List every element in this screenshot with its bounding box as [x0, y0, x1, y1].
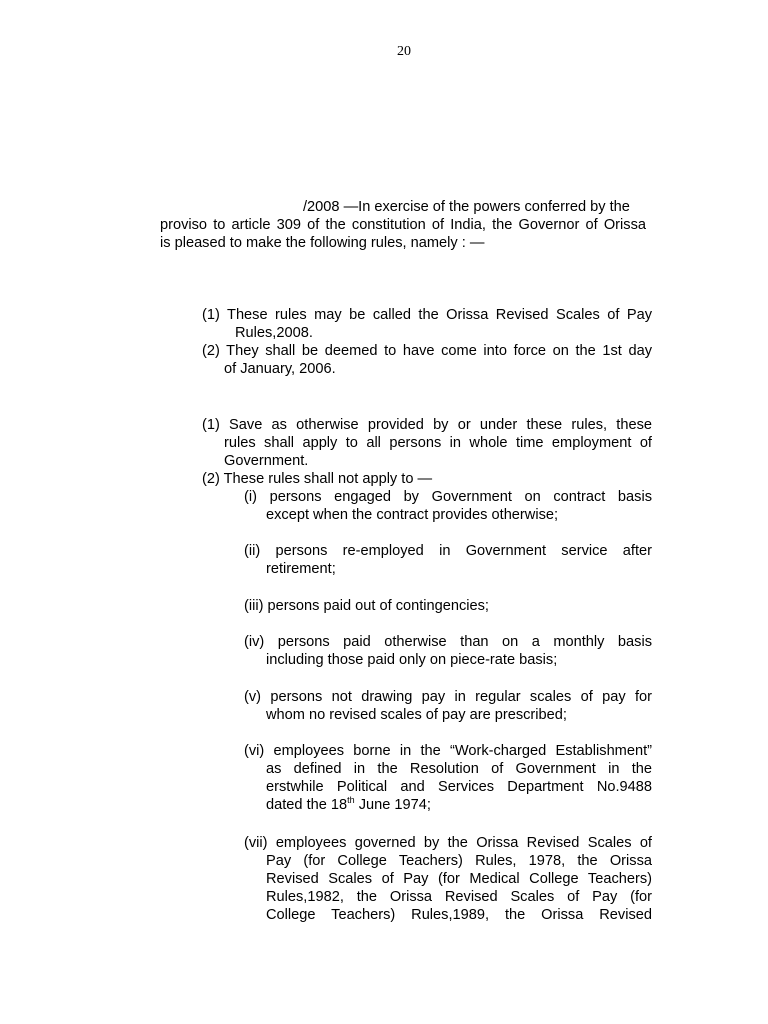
clause-line: Revised Scales of Pay (for Medical College Teachers): [266, 871, 652, 887]
rule-1-item-2: (2) They shall be deemed to have come into force on the 1st day: [202, 343, 652, 359]
clause-vi: [244, 742, 652, 814]
clause-line: erstwhile Political and Services Department No.9488: [266, 779, 652, 795]
clause-line: Pay (for College Teachers) Rules, 1978, the Orissa: [266, 853, 652, 869]
preamble-line: is pleased to make the following rules, namely : —: [160, 235, 485, 251]
clause-vii: [244, 834, 652, 924]
clause-line: Rules,1982, the Orissa Revised Scales of Pay (for: [266, 889, 652, 905]
clause-line: (vi) employees borne in the “Work-charged Establishment”: [244, 743, 652, 759]
clause-line: (i) persons engaged by Government on contract basis: [244, 489, 652, 505]
rule-2-item-2: (2) These rules shall not apply to —: [202, 471, 433, 487]
clause-i: [244, 488, 652, 524]
clause-ii: [244, 542, 652, 578]
clause-line: (vii) employees governed by the Orissa Revised Scales of: [244, 835, 652, 851]
clause-line: (iii) persons paid out of contingencies;: [244, 598, 489, 614]
rule-1-block: [202, 306, 652, 378]
page-number: 20: [397, 44, 411, 59]
clause-iv: [244, 633, 652, 669]
clause-v: [244, 688, 652, 724]
preamble-line: /2008 —In exercise of the powers conferred by the: [303, 199, 630, 215]
preamble-line: proviso to article 309 of the constitution of India, the Governor of Orissa: [160, 217, 646, 233]
clause-line: College Teachers) Rules,1989, the Orissa Revised: [266, 907, 652, 923]
rule-2-block: [202, 416, 652, 488]
clause-line: (v) persons not drawing pay in regular scales of pay for: [244, 689, 652, 705]
clause-line: dated the 18th June 1974;: [266, 795, 431, 813]
ordinal-superscript: th: [347, 795, 355, 805]
clause-line: retirement;: [266, 561, 336, 577]
rule-2-item-1-cont: rules shall apply to all persons in whole time employment of: [224, 435, 652, 451]
rule-1-item-2-cont: of January, 2006.: [224, 361, 336, 377]
rule-1-item-1-cont: Rules,2008.: [235, 325, 313, 341]
clause-line: including those paid only on piece-rate basis;: [266, 652, 558, 668]
clause-line: (ii) persons re-employed in Government service after: [244, 543, 652, 559]
rule-1-item-1: (1) These rules may be called the Orissa Revised Scales of Pay: [202, 307, 652, 323]
rule-2-item-1: (1) Save as otherwise provided by or under these rules, these: [202, 417, 652, 433]
clause-line: whom no revised scales of pay are prescribed;: [266, 707, 567, 723]
clause-line: (iv) persons paid otherwise than on a monthly basis: [244, 634, 652, 650]
clause-iii: [244, 597, 652, 615]
preamble-paragraph: [160, 198, 646, 252]
clause-line: except when the contract provides otherwise;: [266, 507, 559, 523]
clause-line: as defined in the Resolution of Government in the: [266, 761, 652, 777]
rule-2-item-1-cont: Government.: [224, 453, 309, 469]
